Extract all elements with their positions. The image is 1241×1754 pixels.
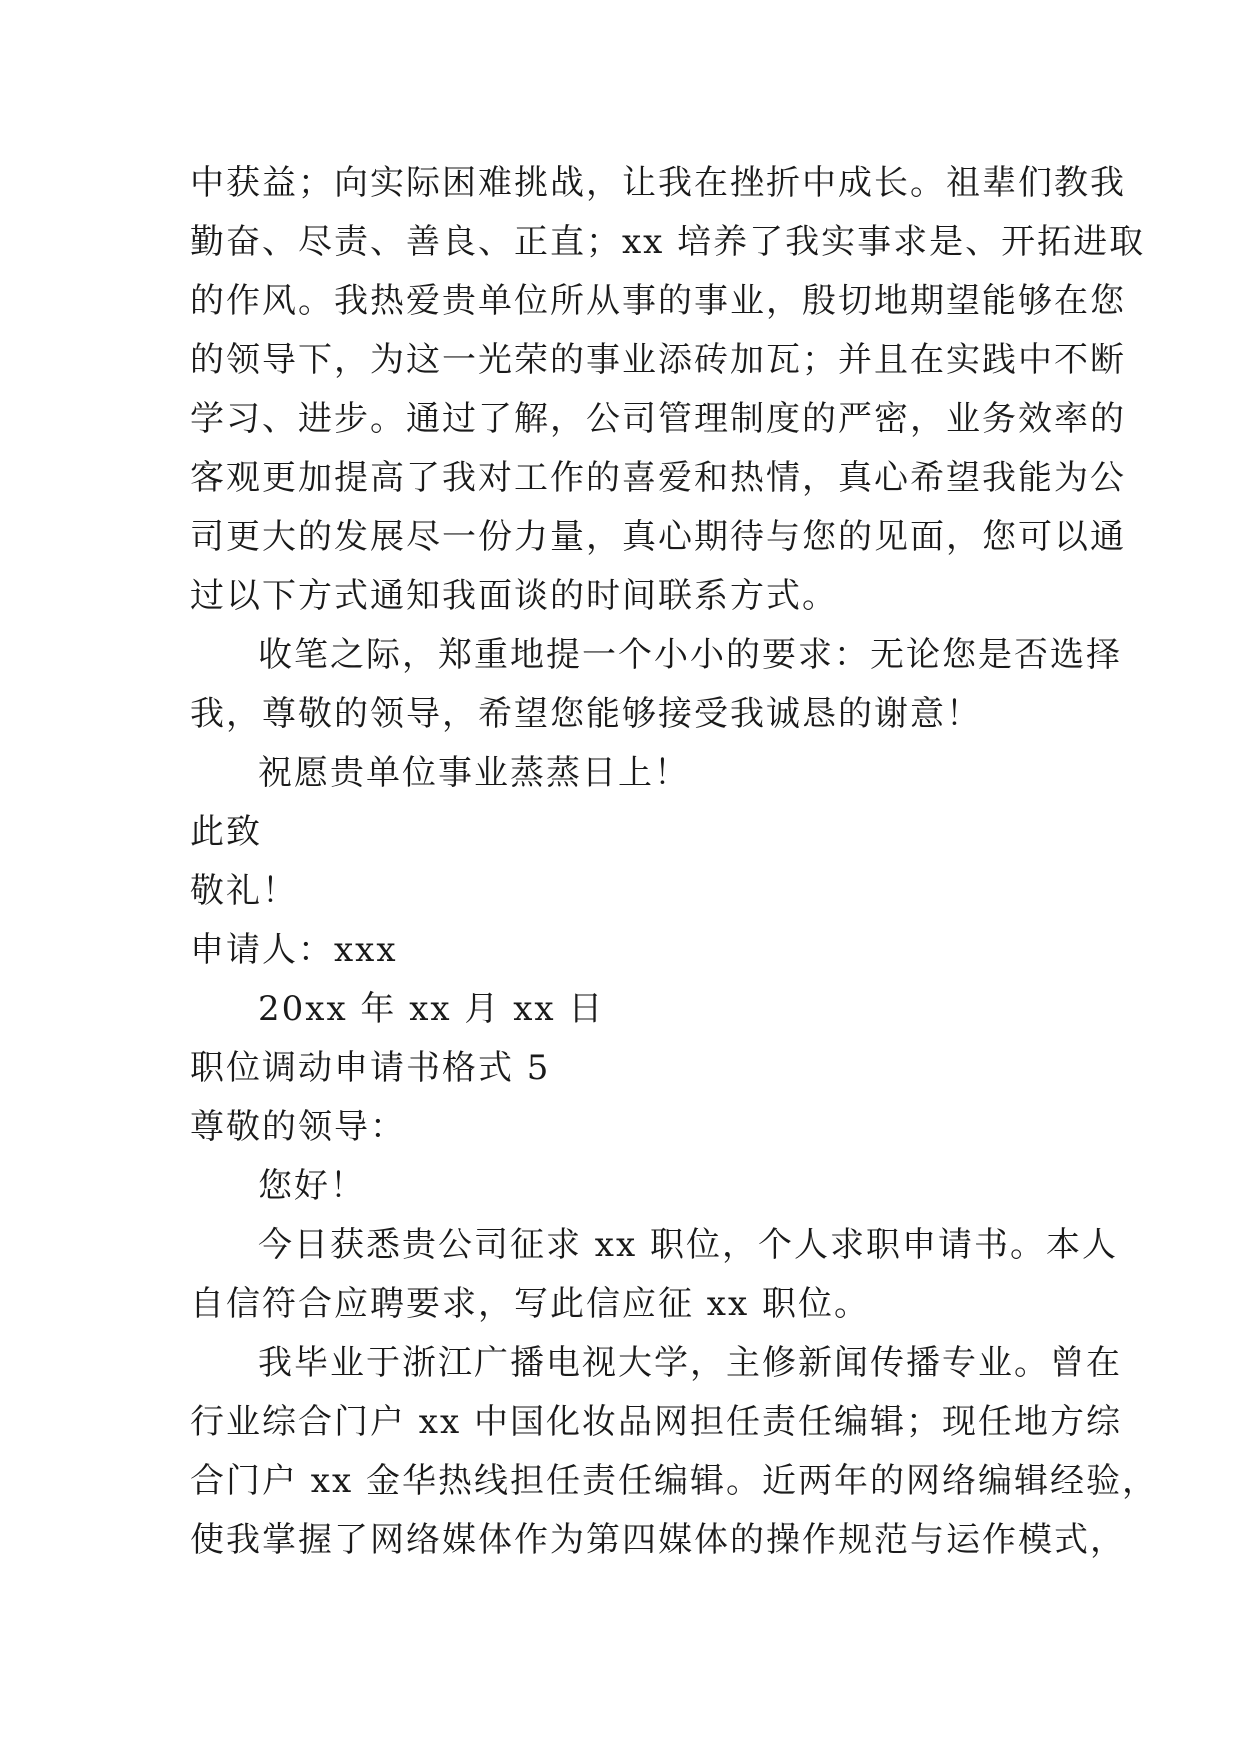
paragraph-line: 的作风。我热爱贵单位所从事的事业，殷切地期望能够在您 bbox=[190, 281, 1126, 321]
paragraph-line: 我毕业于浙江广播电视大学，主修新闻传播专业。曾在 bbox=[258, 1343, 1122, 1383]
salutation-cizhi: 此致 bbox=[190, 812, 262, 852]
section-title: 职位调动申请书格式 5 bbox=[190, 1048, 551, 1088]
letter-date: 20xx 年 xx 月 xx 日 bbox=[258, 989, 605, 1029]
paragraph-line: 司更大的发展尽一份力量，真心期待与您的见面，您可以通 bbox=[190, 517, 1126, 557]
letter-greeting: 尊敬的领导： bbox=[190, 1107, 406, 1147]
salutation-jingli: 敬礼！ bbox=[190, 871, 298, 911]
paragraph-line: 客观更加提高了我对工作的喜爱和热情，真心希望我能为公 bbox=[190, 458, 1126, 498]
paragraph-line: 使我掌握了网络媒体作为第四媒体的操作规范与运作模式， bbox=[190, 1520, 1126, 1560]
paragraph-line: 学习、进步。通过了解，公司管理制度的严密，业务效率的 bbox=[190, 399, 1126, 439]
paragraph-line: 行业综合门户 xx 中国化妆品网担任责任编辑；现任地方综 bbox=[190, 1402, 1122, 1442]
paragraph-line: 过以下方式通知我面谈的时间联系方式。 bbox=[190, 576, 838, 616]
paragraph-line: 我，尊敬的领导，希望您能够接受我诚恳的谢意！ bbox=[190, 694, 982, 734]
closing-wish: 祝愿贵单位事业蒸蒸日上！ bbox=[258, 753, 690, 793]
paragraph-line: 勤奋、尽责、善良、正直；xx 培养了我实事求是、开拓进取 bbox=[190, 222, 1146, 262]
paragraph-line: 收笔之际，郑重地提一个小小的要求：无论您是否选择 bbox=[258, 635, 1122, 675]
document-body bbox=[190, 154, 1158, 1570]
paragraph-line: 今日获悉贵公司征求 xx 职位，个人求职申请书。本人 bbox=[258, 1225, 1118, 1265]
letter-hello: 您好！ bbox=[258, 1166, 366, 1206]
applicant-name: 申请人：xxx bbox=[190, 930, 398, 970]
paragraph-line: 自信符合应聘要求，写此信应征 xx 职位。 bbox=[190, 1284, 870, 1324]
paragraph-line: 合门户 xx 金华热线担任责任编辑。近两年的网络编辑经验， bbox=[190, 1461, 1158, 1501]
paragraph-line: 的领导下，为这一光荣的事业添砖加瓦；并且在实践中不断 bbox=[190, 340, 1126, 380]
paragraph-line: 中获益；向实际困难挑战，让我在挫折中成长。祖辈们教我 bbox=[190, 163, 1126, 203]
